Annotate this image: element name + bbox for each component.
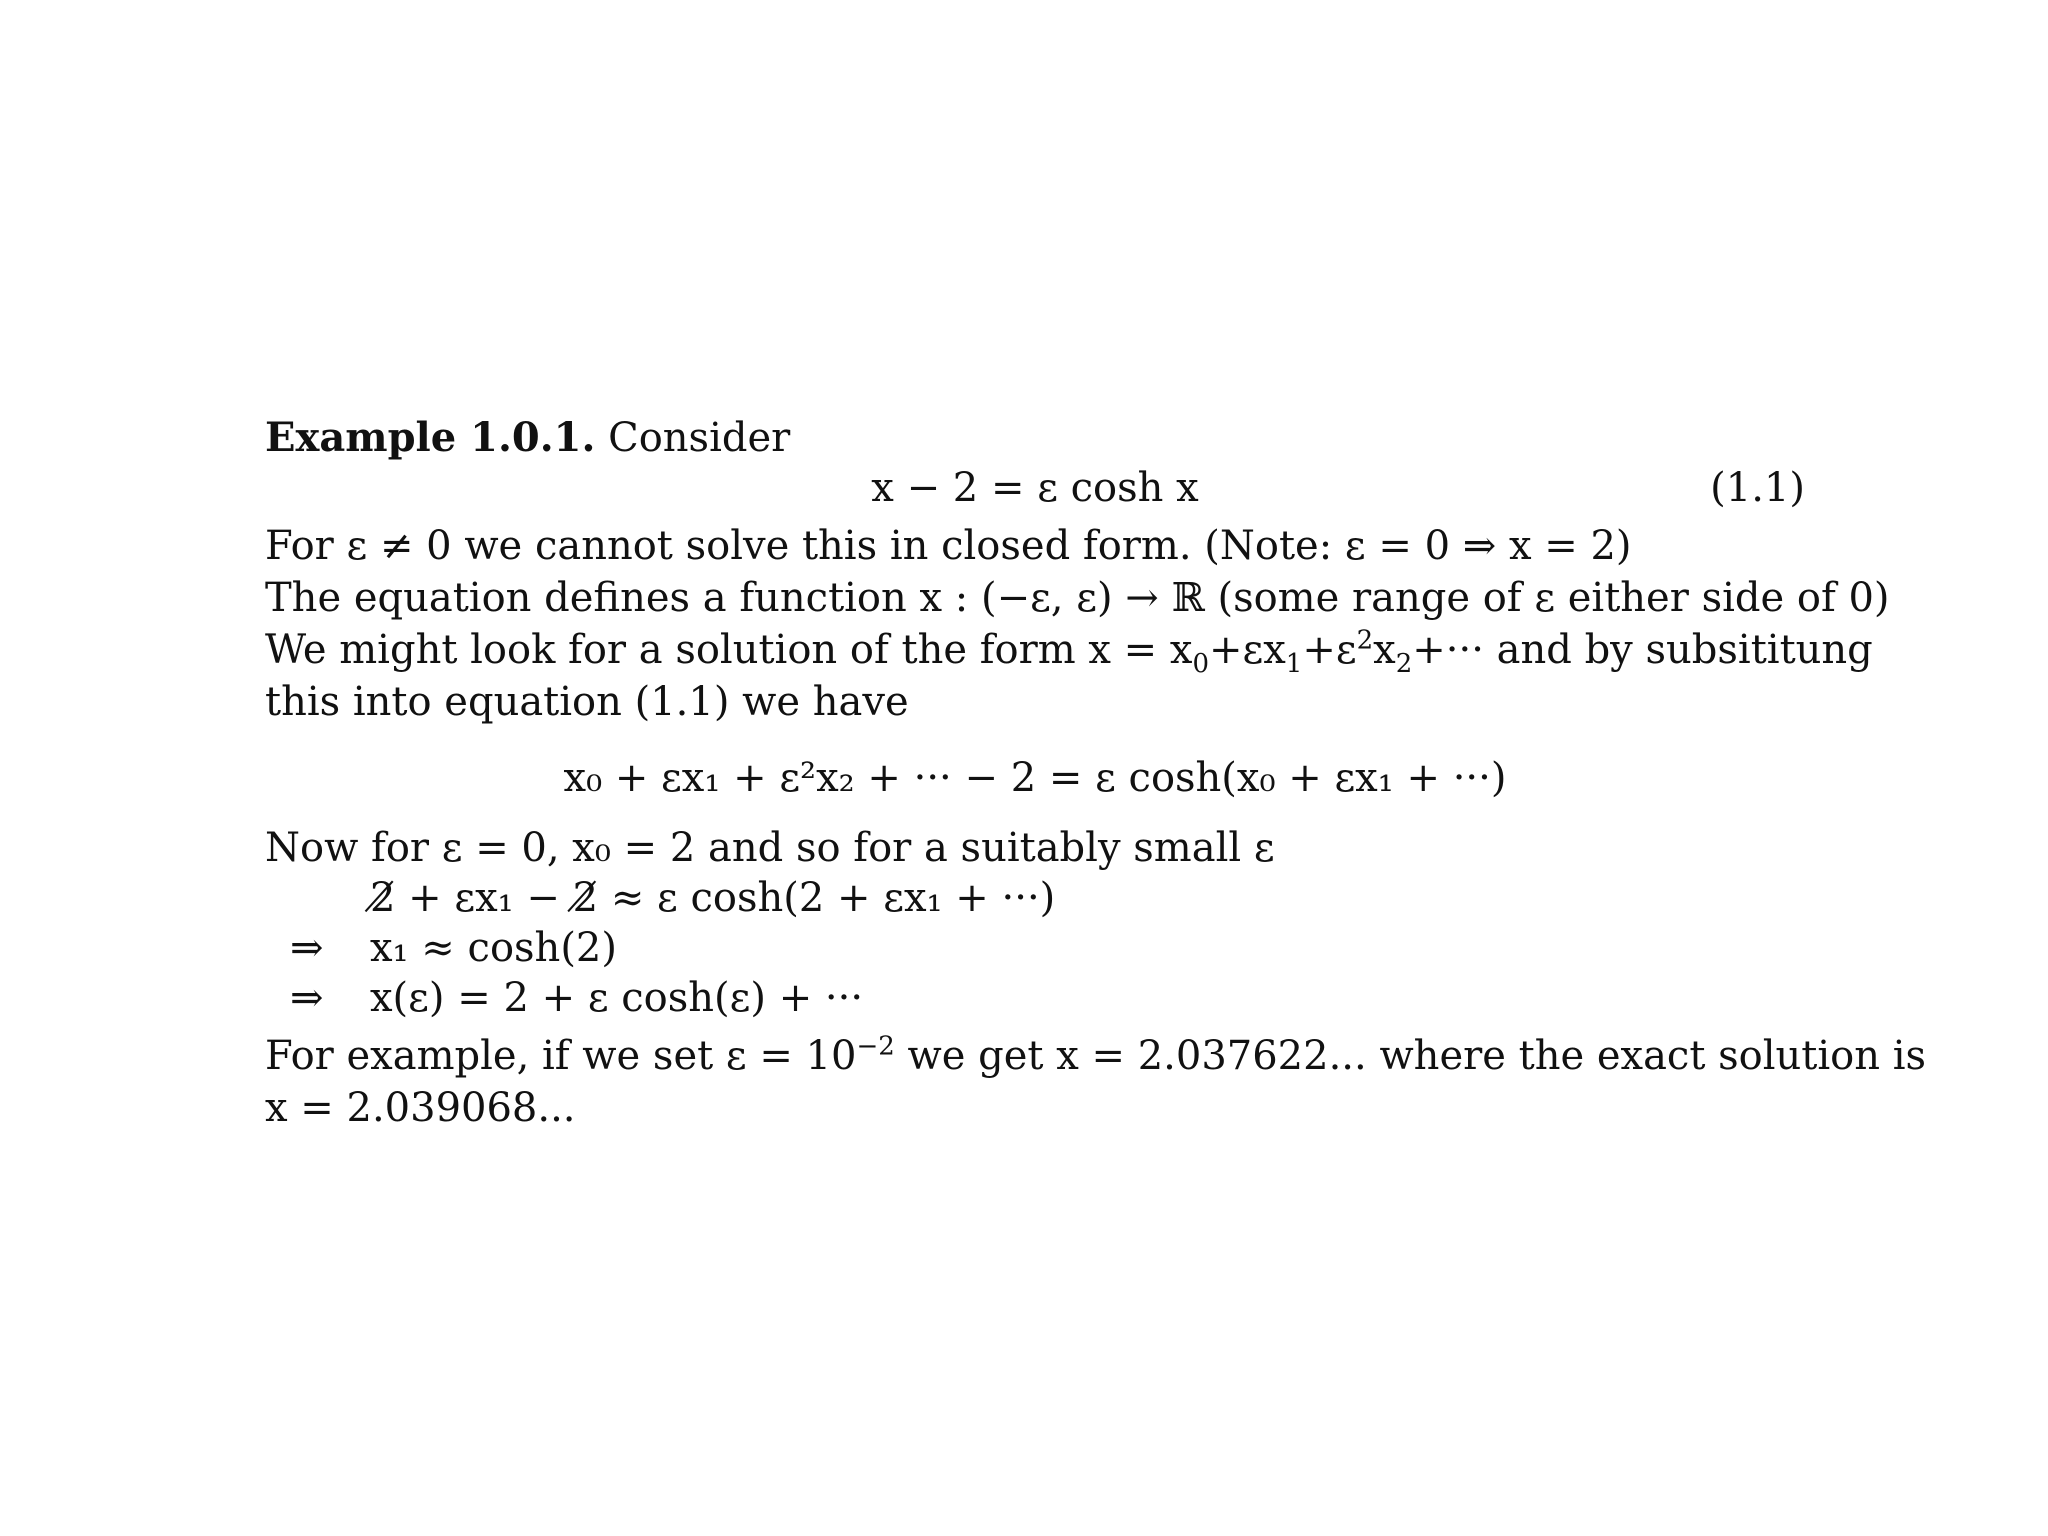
paragraph-note: For ε ≠ 0 we cannot solve this in closed form. (Note: ε = 0 ⇒ x = 2) — [265, 523, 1632, 569]
step-2-expression: x₁ ≈ cosh(2) — [370, 925, 617, 971]
derivation-step-3 — [290, 972, 1910, 1024]
step-3-expression: x(ε) = 2 + ε cosh(ε) + ··· — [370, 975, 864, 1021]
series-form-lead: We might look for a solution of the form x = x — [265, 627, 1193, 673]
paragraph-example-result — [265, 1030, 1927, 1082]
paragraph-function: The equation defines a function x : (−ε, ε) → ℝ (some range of ε either side of 0) — [265, 575, 1890, 621]
implies-symbol: ⇒ — [290, 925, 324, 971]
step-1-expression: 2̸ + εx₁ − 2̸ ≈ ε cosh(2 + εx₁ + ···) — [370, 875, 1056, 921]
display-equation-2: x₀ + εx₁ + ε²x₂ + ··· − 2 = ε cosh(x₀ + εx₁ + ···) — [563, 755, 1507, 801]
derivation-step-1 — [370, 872, 1910, 924]
example-result-tail: we get x = 2.037622... where the exact solution is — [894, 1033, 1927, 1079]
paragraph-exact-solution: x = 2.039068... — [265, 1085, 576, 1131]
equation-1-expression: x − 2 = ε cosh x — [871, 465, 1199, 511]
equation-1-number: (1.1) — [1710, 465, 1805, 511]
example-label: Example 1.0.1. — [265, 414, 596, 461]
display-equation-1 — [265, 462, 1805, 514]
paragraph-series-form: We might look for a solution of the form $x = x_0+\varepsilon x_1+\varepsilon^2x_2+\cdot\cdot\cdot$ and by subsititung — [265, 625, 1873, 679]
implies-symbol: ⇒ — [290, 975, 324, 1021]
paragraph-small-epsilon: Now for ε = 0, x₀ = 2 and so for a suitably small ε — [265, 825, 1275, 871]
paragraph-substitute: this into equation (1.1) we have — [265, 679, 909, 725]
example-result-exponent: −2 — [856, 1031, 895, 1062]
series-form-tail: and by subsititung — [1483, 627, 1873, 673]
example-intro: Consider — [608, 415, 791, 461]
example-result-lead: For example, if we set ε = 10 — [265, 1033, 857, 1079]
example-heading — [265, 412, 1805, 464]
derivation-step-2 — [290, 922, 1910, 974]
